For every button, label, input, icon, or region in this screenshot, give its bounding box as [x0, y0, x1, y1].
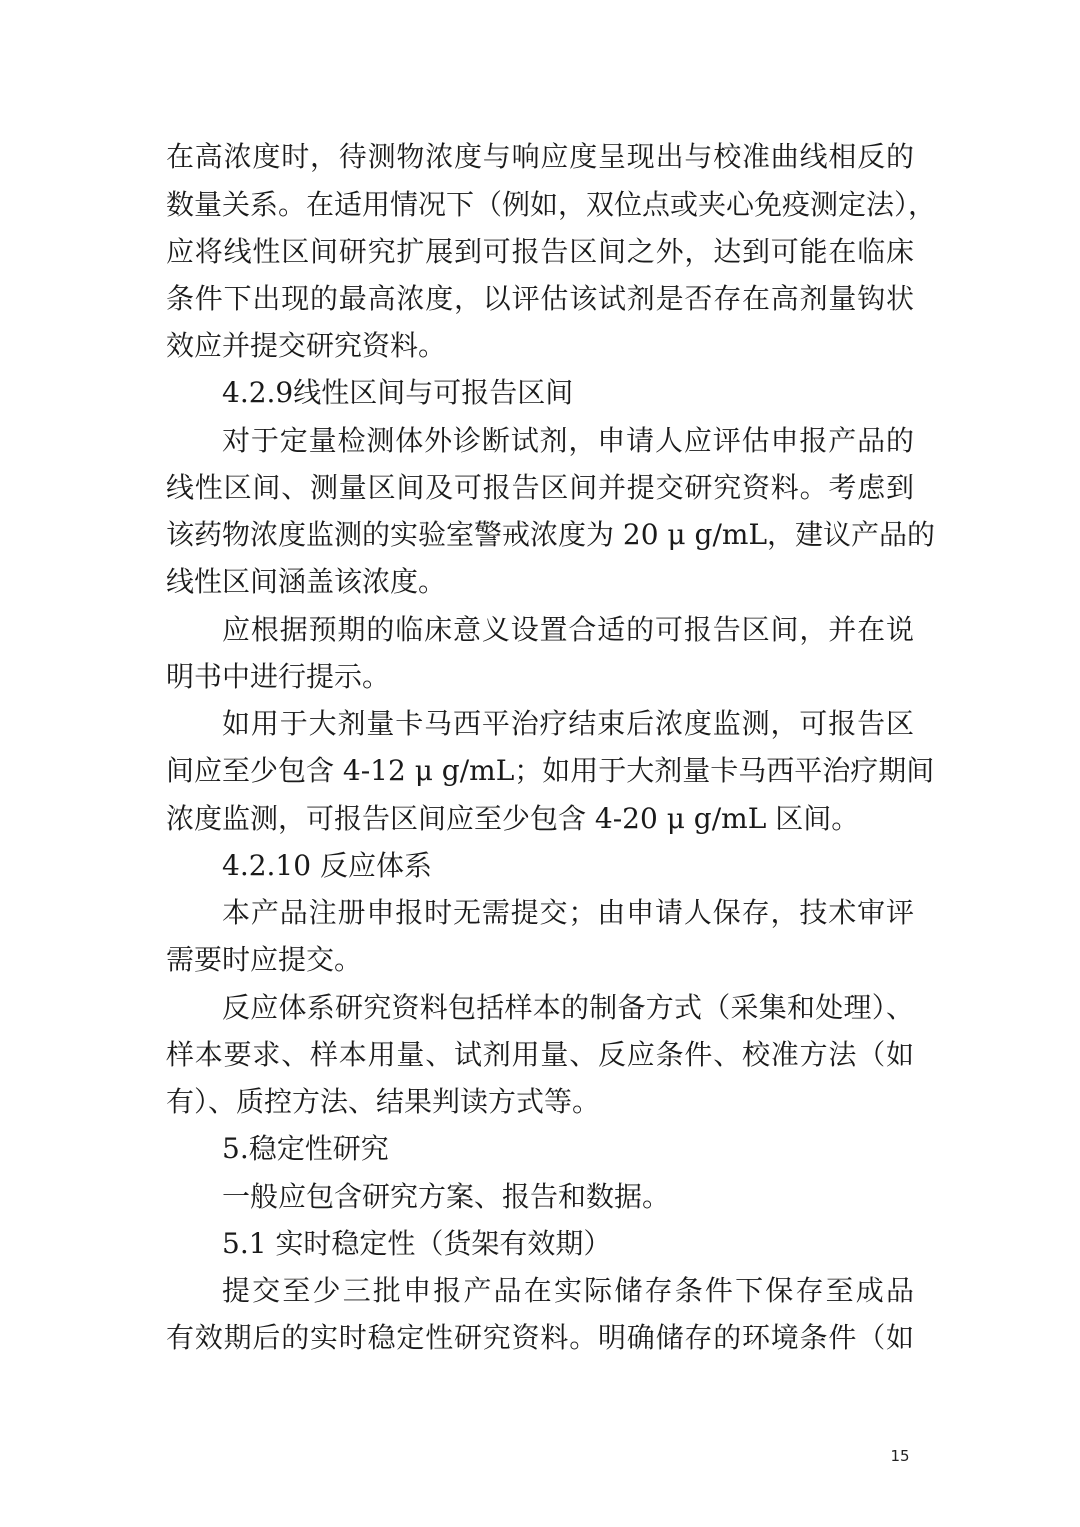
section-heading-4-2-10: 4.2.10 反应体系 [222, 849, 432, 882]
body-line: 一般应包含研究方案、报告和数据。 [222, 1180, 671, 1213]
section-heading-5: 5.稳定性研究 [222, 1132, 389, 1165]
body-line: 明书中进行提示。 [166, 660, 391, 693]
body-line: 提交至少三批申报产品在实际储存条件下保存至成品 [222, 1274, 914, 1307]
body-line: 有）、质控方法、结果判读方式等。 [166, 1085, 601, 1118]
page-number: 15 [890, 1447, 910, 1465]
body-line: 该药物浓度监测的实验室警戒浓度为 20 μ g/mL，建议产品的 [166, 518, 936, 551]
body-line: 本产品注册申报时无需提交；由申请人保存，技术审评 [222, 896, 914, 929]
body-line: 应根据预期的临床意义设置合适的可报告区间，并在说 [222, 613, 914, 646]
body-line: 如用于大剂量卡马西平治疗结束后浓度监测，可报告区 [222, 707, 914, 740]
body-line: 需要时应提交。 [166, 943, 363, 976]
body-line: 线性区间涵盖该浓度。 [166, 565, 447, 598]
body-line: 在高浓度时，待测物浓度与响应度呈现出与校准曲线相反的 [166, 140, 914, 173]
body-line: 数量关系。在适用情况下（例如，双位点或夹心免疫测定法）， [166, 188, 937, 221]
body-line: 反应体系研究资料包括样本的制备方式（采集和处理）、 [222, 991, 914, 1024]
body-line: 条件下出现的最高浓度，以评估该试剂是否存在高剂量钩状 [166, 282, 914, 315]
body-line: 有效期后的实时稳定性研究资料。明确储存的环境条件（如 [166, 1321, 914, 1354]
section-heading-4-2-9: 4.2.9线性区间与可报告区间 [222, 376, 574, 409]
body-line: 效应并提交研究资料。 [166, 329, 447, 362]
body-line: 间应至少包含 4-12 μ g/mL；如用于大剂量卡马西平治疗期间 [166, 754, 935, 787]
body-line: 样本要求、样本用量、试剂用量、反应条件、校准方法（如 [166, 1038, 914, 1071]
body-line: 线性区间、测量区间及可报告区间并提交研究资料。考虑到 [166, 471, 914, 504]
body-line: 浓度监测，可报告区间应至少包含 4-20 μ g/mL 区间。 [166, 802, 860, 835]
body-line: 应将线性区间研究扩展到可报告区间之外，达到可能在临床 [166, 235, 914, 268]
section-heading-5-1: 5.1 实时稳定性（货架有效期） [222, 1227, 612, 1260]
body-line: 对于定量检测体外诊断试剂，申请人应评估申报产品的 [222, 424, 914, 457]
